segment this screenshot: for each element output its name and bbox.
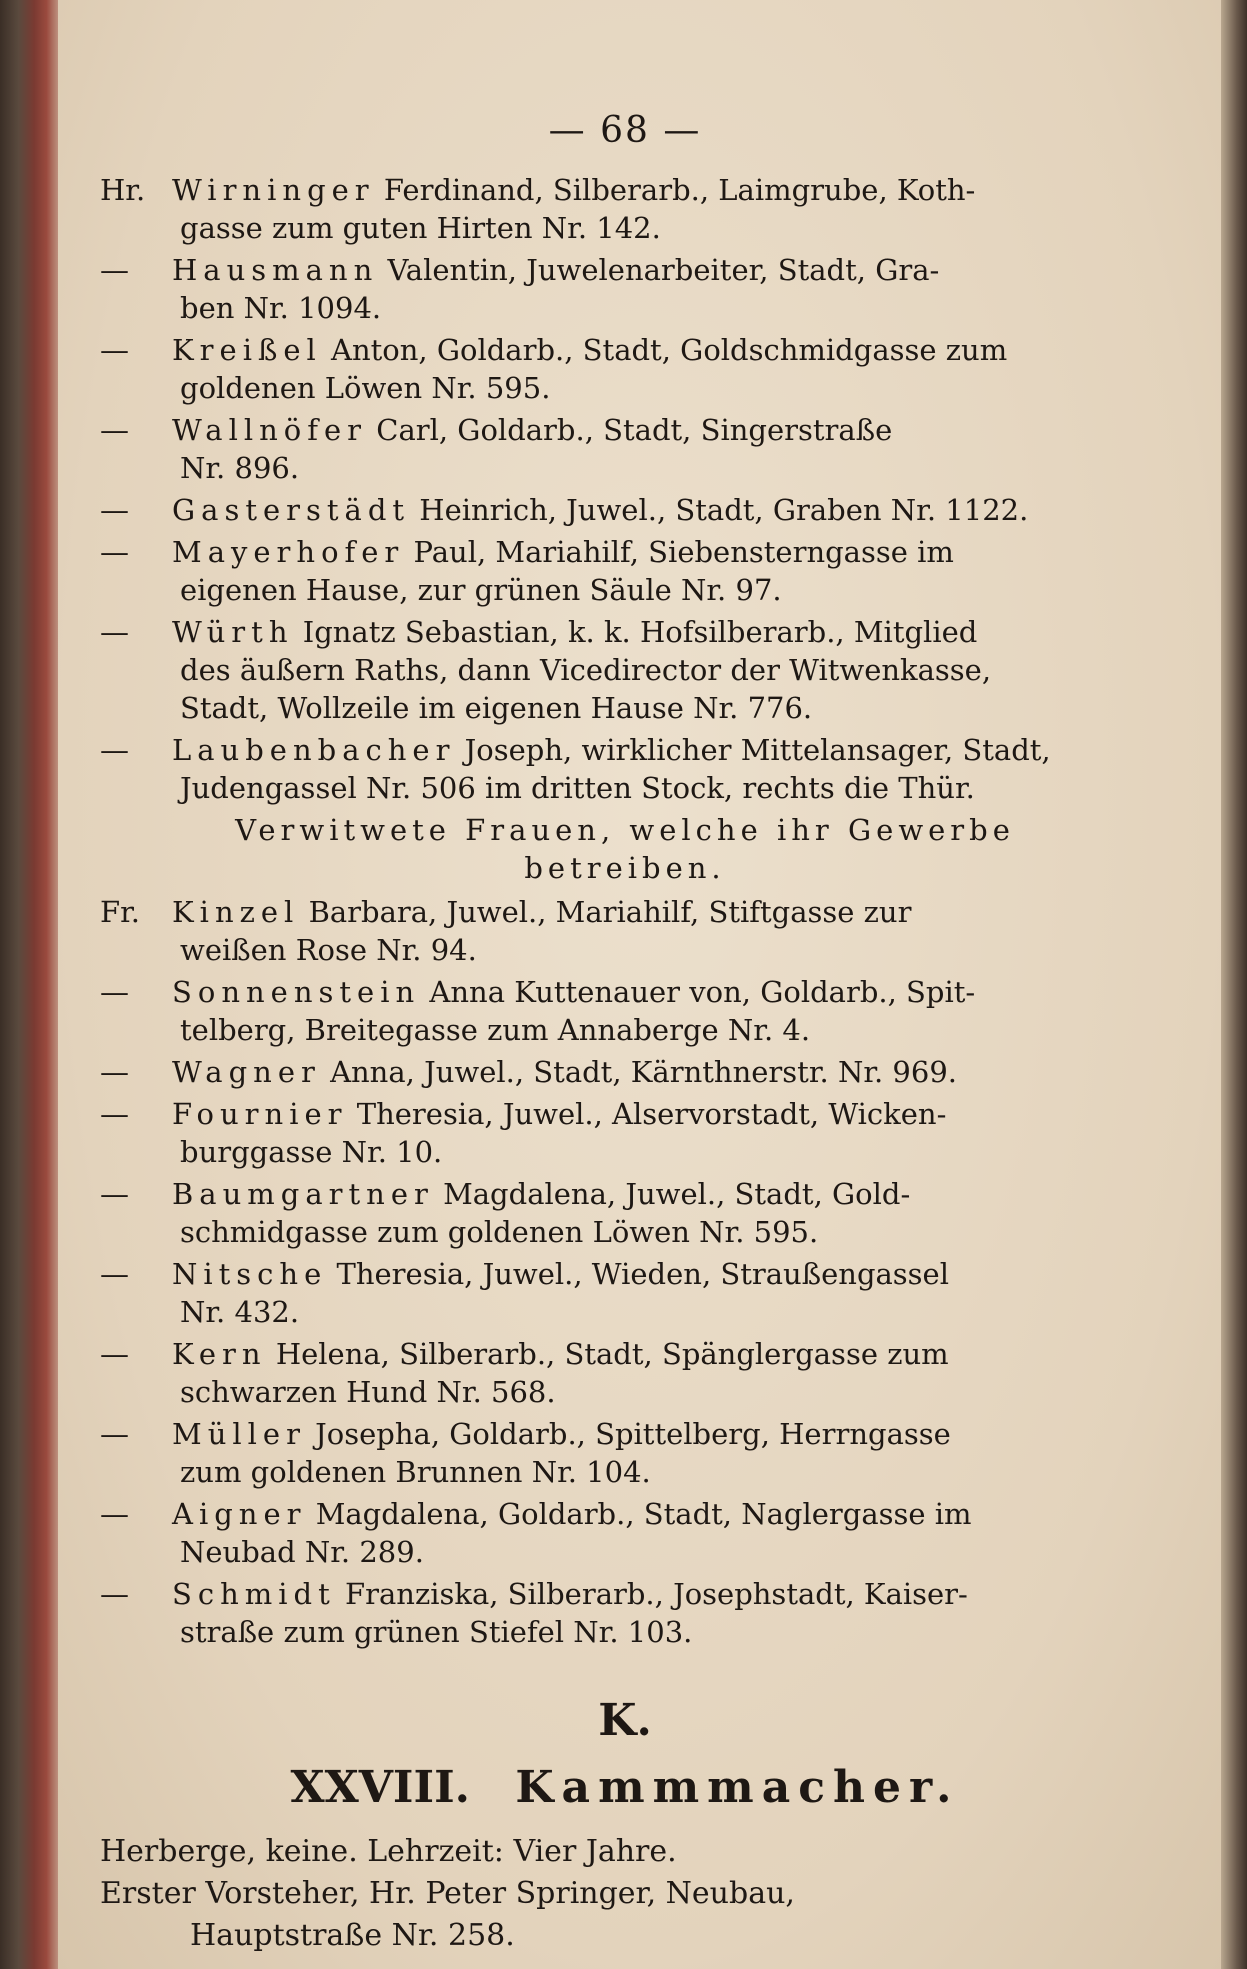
entry-prefix: — (100, 493, 129, 527)
page-number: — 68 — (548, 110, 702, 151)
entry-continuation: schmidgasse zum goldenen Löwen Nr. 595. (180, 1215, 819, 1249)
entry-continuation: Nr. 432. (180, 1295, 300, 1329)
entry-continuation: Neubad Nr. 289. (180, 1535, 424, 1569)
entry-prefix: — (100, 333, 129, 367)
section-heading-widows: Verwitwete Frauen, welche ihr Gewerbe betreiben. (235, 813, 1015, 885)
entry-list-masters (100, 171, 1150, 807)
entry-continuation: burggasse Nr. 10. (180, 1135, 443, 1169)
list-item (100, 973, 1150, 1049)
entry-surname: Wirninger (172, 173, 375, 207)
entry-details: Heinrich, Juwel., Stadt, Graben Nr. 1122. (419, 493, 1029, 527)
entry-prefix: — (100, 1577, 129, 1611)
entry-surname: Gasterstädt (172, 493, 411, 527)
chapter-heading (100, 1762, 1150, 1813)
entry-continuation: zum goldenen Brunnen Nr. 104. (180, 1455, 651, 1489)
entry-details: Franziska, Silberarb., Josephstadt, Kaiser- (345, 1577, 968, 1611)
entry-continuation: schwarzen Hund Nr. 568. (180, 1375, 556, 1409)
entry-prefix: — (100, 1257, 129, 1291)
entry-details: Magdalena, Goldarb., Stadt, Naglergasse im (315, 1497, 972, 1531)
entry-continuation: Judengassel Nr. 506 im dritten Stock, rechts die Thür. (180, 771, 975, 805)
entry-continuation: ben Nr. 1094. (180, 291, 382, 325)
entry-details: Barbara, Juwel., Mariahilf, Stiftgasse zur (308, 895, 912, 929)
entry-prefix: — (100, 733, 129, 767)
entry-continuation: gasse zum guten Hirten Nr. 142. (180, 211, 661, 245)
entry-details: Helena, Silberarb., Stadt, Spänglergasse zum (275, 1337, 949, 1371)
entry-surname: Kinzel (172, 895, 300, 929)
entry-continuation: eigenen Hause, zur grünen Säule Nr. 97. (180, 573, 782, 607)
entry-continuation: straße zum grünen Stiefel Nr. 103. (180, 1615, 693, 1649)
list-item (100, 613, 1150, 727)
list-item (100, 411, 1150, 487)
guild-info-line: Herberge, keine. Lehrzeit: Vier Jahre. (100, 1834, 677, 1869)
entry-surname: Sonnenstein (172, 975, 421, 1009)
entry-surname: Kreißel (172, 333, 322, 367)
guild-info-line: Erster Vorsteher, Hr. Peter Springer, Neubau, (100, 1876, 795, 1911)
entry-surname: Würth (172, 615, 294, 649)
entry-details: Paul, Mariahilf, Siebensterngasse im (413, 535, 954, 569)
entry-details: Carl, Goldarb., Stadt, Singerstraße (376, 413, 893, 447)
entry-continuation: Nr. 896. (180, 451, 300, 485)
entry-surname: Mayerhofer (172, 535, 405, 569)
guild-info-line: Hauptstraße Nr. 258. (190, 1918, 515, 1953)
list-item (100, 1053, 1150, 1091)
entry-details: Anton, Goldarb., Stadt, Goldschmidgasse zum (331, 333, 1008, 367)
entry-prefix: Hr. (100, 173, 146, 207)
entry-continuation: goldenen Löwen Nr. 595. (180, 371, 551, 405)
entry-surname: Nitsche (172, 1257, 328, 1291)
entry-prefix: — (100, 1337, 129, 1371)
list-item (100, 491, 1150, 529)
entry-details: Anna, Juwel., Stadt, Kärnthnerstr. Nr. 969. (330, 1055, 958, 1089)
list-item (100, 1495, 1150, 1571)
entry-details: Theresia, Juwel., Alservorstadt, Wicken- (356, 1097, 947, 1131)
entry-details: Anna Kuttenauer von, Goldarb., Spit- (429, 975, 976, 1009)
entry-surname: Laubenbacher (172, 733, 456, 767)
entry-surname: Kern (172, 1337, 267, 1371)
entry-surname: Baumgartner (172, 1177, 434, 1211)
list-item (100, 1255, 1150, 1331)
entry-continuation: telberg, Breitegasse zum Annaberge Nr. 4. (180, 1013, 811, 1047)
entry-prefix: — (100, 1177, 129, 1211)
list-item (100, 1335, 1150, 1411)
entry-surname: Fournier (172, 1097, 348, 1131)
entry-details: Joseph, wirklicher Mittelansager, Stadt, (464, 733, 1051, 767)
list-item (100, 331, 1150, 407)
chapter-number: XXVIII. (290, 1762, 470, 1813)
chapter-name: Kammmacher. (515, 1762, 960, 1813)
entry-prefix: — (100, 1055, 129, 1089)
entry-prefix: Fr. (100, 895, 141, 929)
page-edge (1221, 0, 1247, 1969)
entry-prefix: — (100, 413, 129, 447)
entry-details: Ignatz Sebastian, k. k. Hofsilberarb., Mitglied (302, 615, 978, 649)
section-letter: K. (598, 1695, 652, 1746)
list-item (100, 1415, 1150, 1491)
entry-prefix: — (100, 1417, 129, 1451)
entry-continuation: des äußern Raths, dann Vicedirector der Witwenkasse, (180, 653, 992, 687)
entry-list-widows (100, 893, 1150, 1651)
list-item (100, 1175, 1150, 1251)
entry-prefix: — (100, 975, 129, 1009)
entry-prefix: — (100, 253, 129, 287)
entry-surname: Schmidt (172, 1577, 336, 1611)
entry-details: Valentin, Juwelenarbeiter, Stadt, Gra- (387, 253, 940, 287)
list-item (100, 533, 1150, 609)
entry-surname: Wallnöfer (172, 413, 368, 447)
list-item (100, 1095, 1150, 1171)
entry-details: Ferdinand, Silberarb., Laimgrube, Koth- (383, 173, 976, 207)
list-item (100, 731, 1150, 807)
page-content (100, 110, 1150, 1957)
list-item (100, 1575, 1150, 1651)
list-item (100, 893, 1150, 969)
entry-prefix: — (100, 615, 129, 649)
entry-prefix: — (100, 535, 129, 569)
entry-surname: Müller (172, 1417, 306, 1451)
entry-details: Theresia, Juwel., Wieden, Straußengassel (336, 1257, 949, 1291)
entry-surname: Hausmann (172, 253, 379, 287)
entry-continuation: weißen Rose Nr. 94. (180, 933, 477, 967)
entry-details: Josepha, Goldarb., Spittelberg, Herrngasse (315, 1417, 951, 1451)
entry-continuation: Stadt, Wollzeile im eigenen Hause Nr. 776. (180, 691, 813, 725)
entry-prefix: — (100, 1097, 129, 1131)
list-item (100, 171, 1150, 247)
entry-details: Magdalena, Juwel., Stadt, Gold- (443, 1177, 911, 1211)
book-spine (0, 0, 62, 1969)
guild-info (100, 1831, 1150, 1957)
entry-prefix: — (100, 1497, 129, 1531)
entry-surname: Aigner (172, 1497, 307, 1531)
entry-surname: Wagner (172, 1055, 321, 1089)
list-item (100, 251, 1150, 327)
